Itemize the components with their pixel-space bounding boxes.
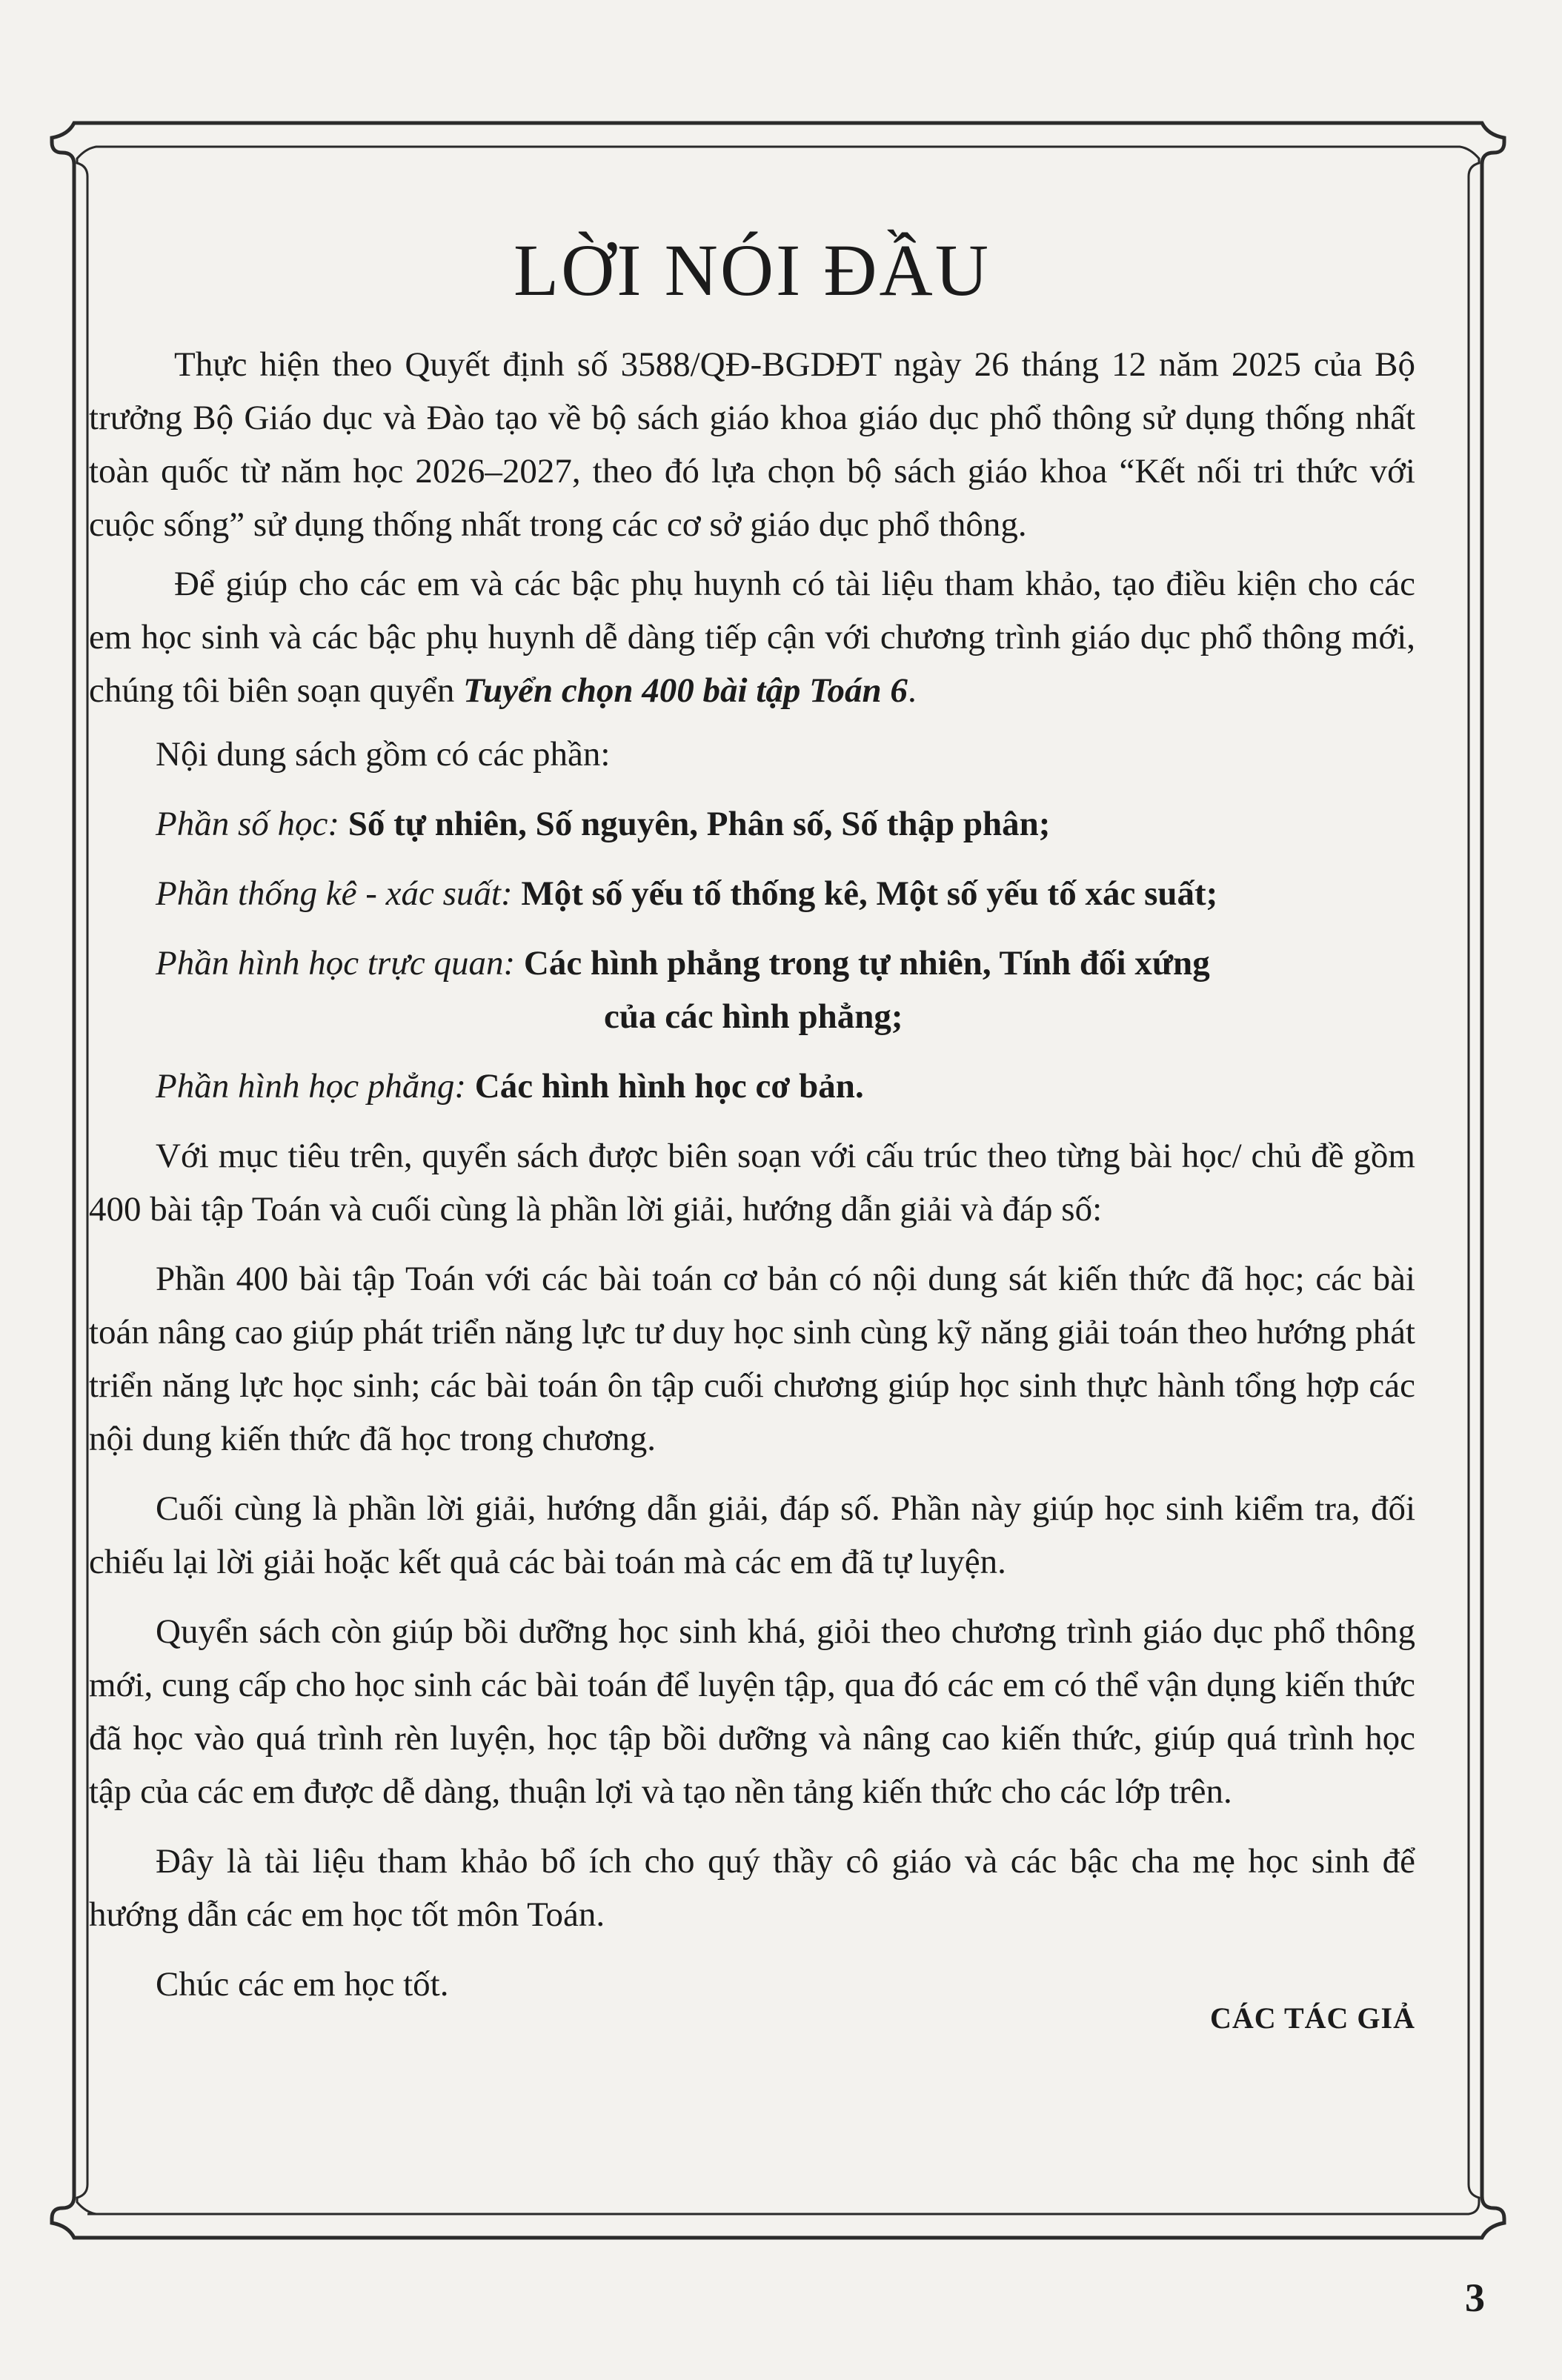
section-content: Các hình phẳng trong tự nhiên, Tính đối xứng bbox=[523, 944, 1210, 983]
section-label: Phần số học: bbox=[156, 805, 340, 843]
section-content: Một số yếu tố thống kê, Một số yếu tố xác suất; bbox=[521, 874, 1218, 913]
paragraph-purpose-text: Để giúp cho các em và các bậc phụ huynh có tài liệu tham khảo, tạo điều kiện cho các em học sinh và các bậc phụ huynh dễ dàng tiếp cận với chương trình giáo dục phổ thông mới, chúng tôi biên soạn quyển bbox=[89, 565, 1415, 710]
section-content: Các hình hình học cơ bản. bbox=[474, 1067, 864, 1106]
section-content: Số tự nhiên, Số nguyên, Phân số, Số thập phân; bbox=[348, 805, 1051, 843]
paragraph-structure: Với mục tiêu trên, quyển sách được biên soạn với cấu trúc theo từng bài học/ chủ đề gồm 400 bài tập Toán và cuối cùng là phần lời giải, hướng dẫn giải và đáp số: bbox=[89, 1137, 1415, 1229]
closing-wish: Chúc các em học tốt. bbox=[156, 1965, 449, 2004]
contents-intro: Nội dung sách gồm có các phần: bbox=[156, 735, 611, 774]
paragraph-exercises: Phần 400 bài tập Toán với các bài toán cơ bản có nội dung sát kiến thức đã học; các bài toán nâng cao giúp phát triển năng lực tư duy học sinh cùng kỹ năng giải toán theo hướng phát triển năng lực học sinh; các bài toán ôn tập cuối chương giúp học sinh thực hành tổng hợp các nội dung kiến thức đã học trong chương. bbox=[89, 1260, 1415, 1458]
section-label: Phần hình học trực quan: bbox=[156, 944, 516, 983]
paragraph-purpose bbox=[89, 557, 1415, 717]
page-title: LỜI NÓI ĐẦU bbox=[514, 229, 991, 311]
section-label: Phần hình học phẳng: bbox=[156, 1067, 467, 1106]
section-plane-geometry bbox=[89, 1060, 1415, 1113]
page-number: 3 bbox=[1465, 2276, 1485, 2320]
book-title: Tuyển chọn 400 bài tập Toán 6 bbox=[463, 671, 908, 710]
paragraph-solutions: Cuối cùng là phần lời giải, hướng dẫn giải, đáp số. Phần này giúp học sinh kiểm tra, đối chiếu lại lời giải hoặc kết quả các bài toán mà các em đã tự luyện. bbox=[89, 1489, 1415, 1581]
section-content-continued: của các hình phẳng; bbox=[604, 997, 903, 1036]
paragraph-reference: Đây là tài liệu tham khảo bổ ích cho quý thầy cô giáo và các bậc cha mẹ học sinh để hướng dẫn các em học tốt môn Toán. bbox=[89, 1842, 1415, 1934]
section-visual-geometry bbox=[89, 937, 1415, 1043]
paragraph-benefits: Quyển sách còn giúp bồi dưỡng học sinh khá, giỏi theo chương trình giáo dục phổ thông mới, cung cấp cho học sinh các bài toán để luyện tập, qua đó các em có thể vận dụng kiến thức đã học vào quá trình rèn luyện, học tập bồi dưỡng và nâng cao kiến thức, giúp quá trình học tập của các em được dễ dàng, thuận lợi và tạo nền tảng kiến thức cho các lớp trên. bbox=[89, 1612, 1415, 1811]
author-signature: CÁC TÁC GIẢ bbox=[1210, 2001, 1415, 2035]
section-label: Phần thống kê - xác suất: bbox=[156, 874, 513, 913]
preface-content bbox=[89, 230, 1415, 2230]
paragraph-purpose-end: . bbox=[907, 671, 917, 710]
paragraph-intro: Thực hiện theo Quyết định số 3588/QĐ-BGDĐT ngày 26 tháng 12 năm 2025 của Bộ trưởng Bộ Giáo dục và Đào tạo về bộ sách giáo khoa giáo dục phổ thông sử dụng thống nhất toàn quốc từ năm học 2026–2027, theo đó lựa chọn bộ sách giáo khoa “Kết nối tri thức với cuộc sống” sử dụng thống nhất trong các cơ sở giáo dục phổ thông. bbox=[89, 345, 1415, 544]
section-arithmetic bbox=[89, 797, 1415, 851]
section-statistics bbox=[89, 867, 1415, 920]
